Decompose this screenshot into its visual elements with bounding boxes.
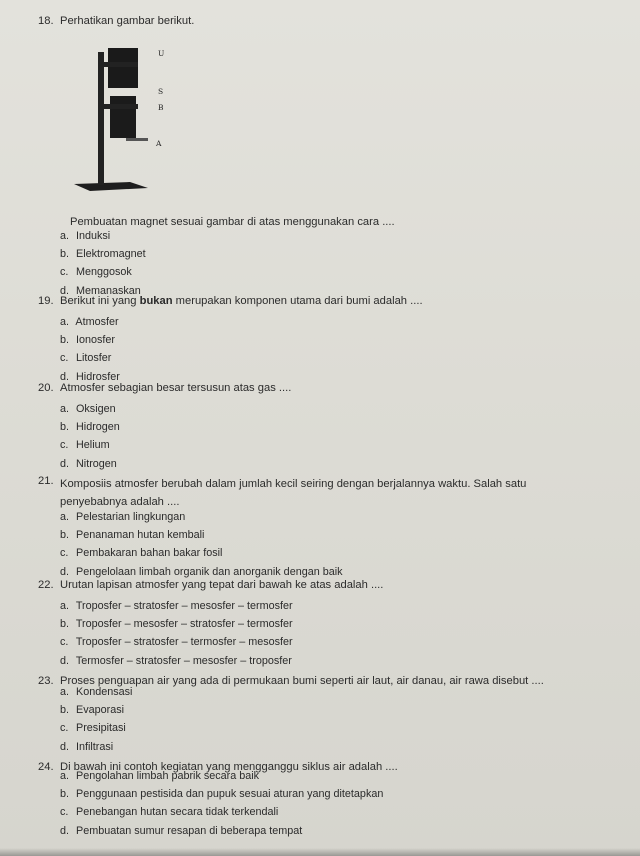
option-b[interactable]: b. Penggunaan pestisida dan pupuk sesuai aturan yang ditetapkan [60, 788, 384, 801]
stand-post [98, 52, 104, 185]
option-c[interactable]: c. Menggosok [60, 266, 132, 279]
question-number: 23. [38, 675, 54, 687]
option-a[interactable]: a. Atmosfer [60, 316, 119, 328]
question-text: Berikut ini yang bukan merupakan komponen utama dari bumi adalah .... [60, 295, 423, 307]
option-a[interactable]: a. Troposfer – stratosfer – mesosfer – termosfer [60, 600, 293, 612]
question-number: 20. [38, 382, 54, 394]
option-c[interactable]: c. Pembakaran bahan bakar fosil [60, 547, 223, 560]
label-u: U [158, 49, 165, 58]
question-text: Perhatikan gambar berikut. [60, 15, 195, 27]
stand-base [74, 182, 148, 191]
option-a[interactable]: a. Induksi [60, 230, 111, 242]
option-b[interactable]: b. Penanaman hutan kembali [60, 529, 205, 542]
nail [126, 138, 148, 141]
option-d[interactable]: d. Nitrogen [60, 457, 117, 470]
question-text: Di bawah ini contoh kegiatan yang mengganggu siklus air adalah .... [60, 761, 398, 773]
option-c[interactable]: c. Presipitasi [60, 722, 126, 735]
option-a[interactable]: a. Pelestarian lingkungan [60, 511, 186, 523]
upper-arm [98, 62, 138, 67]
question-18 [38, 15, 628, 28]
question-20 [38, 382, 628, 395]
question-number: 22. [38, 579, 54, 591]
question-text: Proses penguapan air yang ada di permukaan bumi seperti air laut, air danau, air rawa disebut .... [60, 675, 544, 687]
question-18-options [60, 227, 146, 300]
label-b: B [158, 103, 164, 112]
question-19 [38, 295, 628, 308]
question-text: Urutan lapisan atmosfer yang tepat dari bawah ke atas adalah .... [60, 579, 384, 591]
question-text: Atmosfer sebagian besar tersusun atas gas .... [60, 382, 292, 394]
option-c[interactable]: c. Troposfer – stratosfer – termosfer – mesosfer [60, 636, 293, 649]
option-b[interactable]: b. Ionosfer [60, 334, 116, 347]
lower-arm [98, 104, 138, 109]
label-s: S [158, 87, 164, 96]
lower-bar [110, 96, 136, 138]
option-d[interactable]: d. Pembuatan sumur resapan di beberapa tempat [60, 824, 303, 837]
question-20-options [60, 400, 120, 473]
option-d[interactable]: d. Memanaskan [60, 284, 141, 297]
option-a[interactable]: a. Pengolahan limbah pabrik secara baik [60, 770, 260, 782]
option-b[interactable]: b. Evaporasi [60, 704, 125, 717]
question-18-stem: Pembuatan magnet sesuai gambar di atas menggunakan cara .... [70, 216, 395, 228]
question-22-options [60, 597, 293, 670]
option-a[interactable]: a. Kondensasi [60, 686, 133, 698]
option-c[interactable]: c. Penebangan hutan secara tidak terkendali [60, 806, 279, 819]
magnet-stand-figure [70, 38, 200, 198]
question-text: Komposiis atmosfer berubah dalam jumlah kecil seiring dengan berjalannya waktu. Salah satu penyebabnya adalah .... [60, 478, 527, 508]
question-24-options [60, 767, 383, 840]
option-d[interactable]: d. Termosfer – stratosfer – mesosfer – troposfer [60, 654, 292, 667]
option-c[interactable]: c. Helium [60, 439, 110, 452]
label-a: A [156, 139, 162, 148]
question-21 [38, 475, 628, 511]
page-bottom-edge [0, 848, 640, 856]
option-d[interactable]: d. Hidrosfer [60, 370, 120, 383]
question-number: 24. [38, 761, 54, 773]
question-number: 21. [38, 475, 54, 487]
question-number: 19. [38, 295, 54, 307]
option-d[interactable]: d. Pengelolaan limbah organik dan anorganik dengan baik [60, 565, 343, 578]
question-23-options [60, 683, 132, 756]
option-d[interactable]: d. Infiltrasi [60, 740, 114, 753]
question-21-options [60, 508, 343, 581]
option-b[interactable]: b. Elektromagnet [60, 248, 146, 261]
option-a[interactable]: a. Oksigen [60, 403, 116, 415]
option-b[interactable]: b. Hidrogen [60, 421, 120, 434]
question-number: 18. [38, 15, 54, 27]
question-22 [38, 579, 628, 592]
option-c[interactable]: c. Litosfer [60, 352, 112, 365]
upper-bar [108, 48, 138, 88]
question-19-options [60, 313, 120, 386]
option-b[interactable]: b. Troposfer – mesosfer – stratosfer – termosfer [60, 618, 293, 631]
